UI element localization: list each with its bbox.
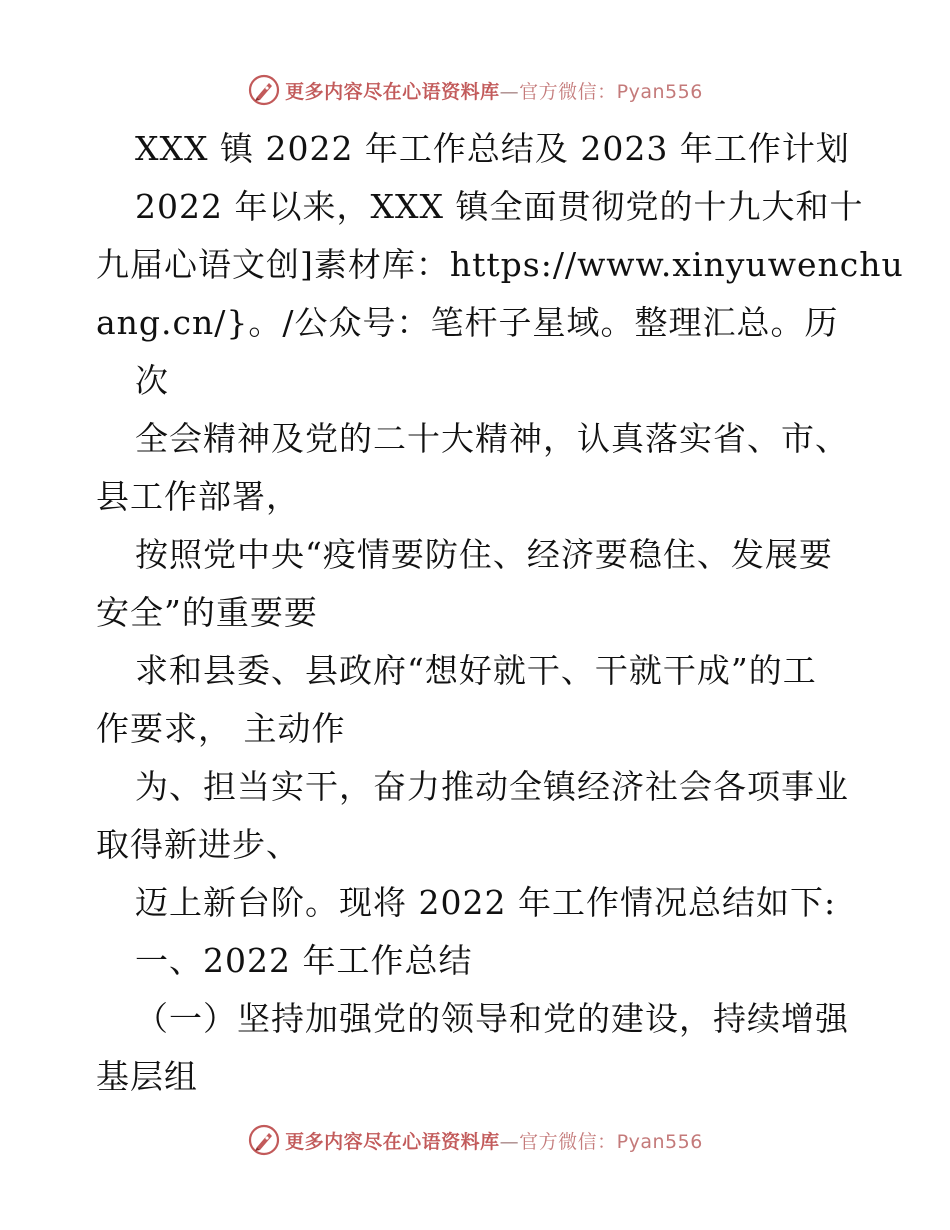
paragraph-line: 九届心语文创]素材库：https://www.xinyuwenchu [96, 245, 904, 284]
paragraph-line: 取得新进步、 [96, 825, 300, 864]
watermark-wechat-text: 官方微信：Pyan556 [519, 80, 703, 103]
paragraph-line: 安全”的重要要 [96, 593, 318, 632]
watermark-main-text: 更多内容尽在心语资料库 [285, 1130, 500, 1153]
watermark-wechat-text: 官方微信：Pyan556 [519, 1130, 703, 1153]
section-heading: 一、2022 年工作总结 [135, 941, 473, 980]
paragraph-line: 2022 年以来，XXX 镇全面贯彻党的十九大和十 [135, 187, 864, 226]
footer-watermark [0, 1120, 950, 1160]
watermark-separator: — [499, 80, 520, 103]
watermark-text [285, 1127, 703, 1154]
document-body [96, 120, 904, 1106]
watermark-group [247, 1123, 703, 1157]
watermark-group [247, 73, 703, 107]
subsection-heading: （一）坚持加强党的领导和党的建设，持续增强 [135, 999, 849, 1038]
paragraph-line: 迈上新台阶。现将 2022 年工作情况总结如下: [135, 883, 837, 922]
paragraph-line: 作要求， 主动作 [96, 709, 346, 748]
paragraph-line: 为、担当实干，奋力推动全镇经济社会各项事业 [135, 767, 849, 806]
paragraph-line: 求和县委、县政府“想好就干、干就干成”的工 [135, 651, 817, 690]
pen-nib-logo-icon [247, 1123, 281, 1157]
watermark-text [285, 77, 703, 104]
paragraph-line: 全会精神及党的二十大精神，认真落实省、市、 [135, 419, 849, 458]
watermark-separator: — [499, 1130, 520, 1153]
paragraph-line: 按照党中央“疫情要防住、经济要稳住、发展要 [135, 535, 833, 574]
paragraph-line: ang.cn/}。/公众号：笔杆子星域。整理汇总。历 [96, 303, 839, 342]
paragraph-line: 县工作部署， [96, 477, 300, 516]
paragraph-line: 次 [135, 361, 169, 400]
document-title: XXX 镇 2022 年工作总结及 2023 年工作计划 [135, 129, 850, 168]
pen-nib-logo-icon [247, 73, 281, 107]
watermark-main-text: 更多内容尽在心语资料库 [285, 80, 500, 103]
header-watermark [0, 70, 950, 110]
paragraph-line: 基层组 [96, 1057, 198, 1096]
